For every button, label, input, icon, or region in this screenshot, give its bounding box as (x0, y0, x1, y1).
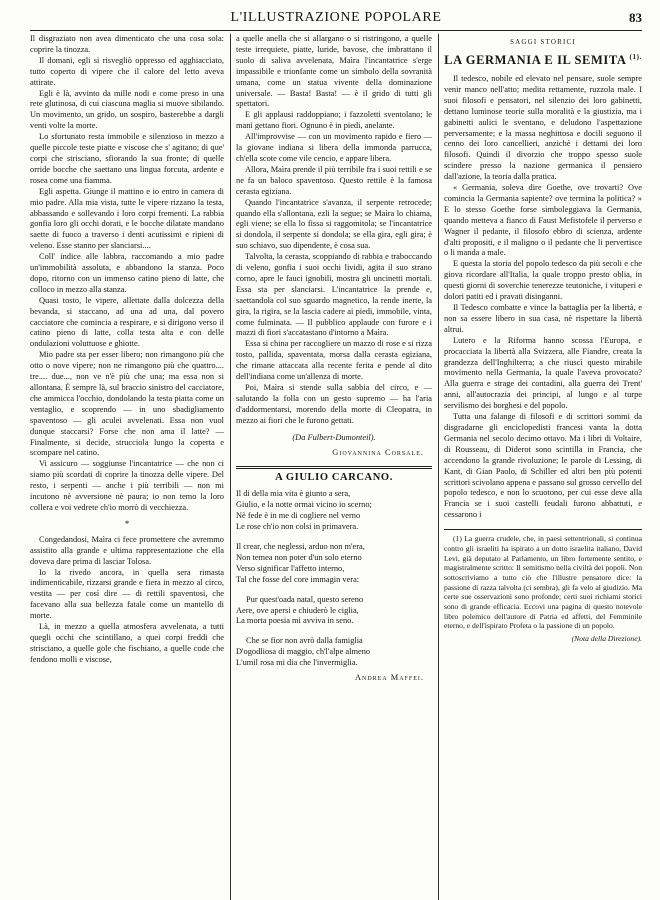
page-header (30, 4, 642, 31)
column-divider (438, 34, 439, 900)
footnote-rule (444, 529, 642, 530)
poem-title: A GIULIO CARCANO. (275, 472, 393, 484)
section-separator: * (124, 518, 130, 529)
paragraph: Vi assicuro — soggiunse l'incantatrice — che non ci siamo più scordati di coprire la tinozza delle vipere. Del resto, i serpenti — anche i più terribili — non mi incutono nè avversione nè paura; io non temo la loro collera e voi vedrete ch'io morrò di vecchiezza. (30, 459, 224, 512)
story-author: Giovannina Corsale. (332, 447, 424, 457)
paragraph: Il Tedesco combatte e vince la battaglia per la libertà, e non sa essere libero in sua casa, nè rispettare la libertà altrui. (444, 303, 642, 334)
poem-line: Aere, ove apersi e chiuderò le ciglia, (236, 605, 359, 615)
page-number: 83 (629, 10, 642, 25)
poem-line: Verso significar l'affetto interno, (236, 563, 345, 573)
article-title-text: LA GERMANIA E IL SEMITA (444, 53, 626, 68)
paragraph: All'improvvise — con un movimento rapido e fiero — la giovane indiana si libera della immonda parrucca, ch'ella scote come vile cencio, e appare libera. (236, 132, 432, 163)
poem (236, 489, 432, 669)
poem-line: Pur quest'oada natal, questo sereno (246, 594, 364, 604)
poem-line: Giulio, e la notte ormai vicino io scerno; (236, 500, 372, 510)
footnote-marker: (1). (629, 52, 642, 61)
paragraph: Talvolta, la cerasta, scoppiando di rabbia e traboccando di veleno, gonfia i suoi occhi lividi, agita il suo strano corno, apre le fauci ignobili, mostra gli uncinetti mortali. Essa sta per slanciarsi. L'incantatrice la prende e, saettandola col suo sguardo magnetico, la rende inerte, la gira, la rigira, se la lascia cadere ai piedi, immobile, vinta, come fulminata. — Il pubblico applaude con furore e i mazzi di fiori s'accatastano d'intorno a Maìra. (236, 252, 432, 338)
note-credit: (Nota della Direzione). (571, 634, 642, 644)
poem-line: La morta poesia mi avviva in seno. (236, 616, 354, 626)
poem-line: Tal che fosse del core immagin vera: (236, 574, 360, 584)
poem-line: Nè fede è in me di cogliere nel verno (236, 511, 361, 521)
column-middle (236, 34, 432, 898)
poem-line: L'umil rosa mi dia che l'invermiglia. (236, 658, 358, 668)
article-title (444, 52, 642, 66)
poem-line: Non temea non poter d'un solo eterno (236, 552, 362, 562)
footnote (444, 534, 642, 631)
paragraph: Tutta una falange di filosofi e di scrittori sommi da disgradarne gli enciclopedisti francesi vanta la dotta Germania nel secolo decimo ottavo. Ma i libri di Voltaire, di Rousseau, di Diderot sono scintilla in Francia, che accendono la grande rivoluzione; le parole di Lessing, di Kant, di Gian Paolo, di Schiller ed altri ben più potenti scrittori scivolano appena e passano sul grosso cervello del popolo tedesco, e non lo scuotono, per cui esse deve alla Francia se i suoi castelli feudali furono abbattuti, e cessarono i (444, 412, 642, 520)
paragraph: « Germania, soleva dire Goethe, ove trovarti? Ove comincia la Germania sapiente? ove termina la politica? » E lo stesso Goethe forse simboleggiava la Germania, quando metteva a fianco di Faust Mefistofele il perverso e Wagner il pedante, il filosofo ebbro di scienza, ardente d'alti propositi, e il maligno o il pedante che li pervertisce o li manda a male. (444, 183, 642, 258)
paragraph: Lutero e la Riforma hanno scossa l'Europa, e procacciata la libertà alla Svizzera, alle Fiandre, creata la grandezza dell'Inghilterra; a che riuscì questo mirabile movimento nella Germania, la quale l'aveva provocato? Alla guerra e strage dei contadini, alla guerra dei Trent' anni, all'autocrazia dei principi, al lungo e al turpe servilismo dei borghesi e del popolo. (444, 335, 642, 411)
poem-line: D'ogodliosa di maggio, ch'l'alpe almeno (236, 647, 371, 657)
paragraph: Poi, Maìra si stende sulla sabbia del circo, e — salutando la folla con un gesto supremo — ha l'aria d'addormentarsi, morendo della morte di Cleopatra, in mezzo ai fiori che le furono gettati. (236, 383, 432, 425)
footnote-text: (1) La guerra crudele, che, in paesi settentrionali, si continua contro gli israeliti ha ispirato a un dotto israelita italiano, David Levi, già deputato al Parlamento, un libro fortemente sentito, e magistralmente scritto: Il semitismo nella civiltà dei popoli. Non sottoscriviamo a tutto ciò che l'illustre pensatore dice: la passione di razza talvolta (ci sembra), gli fa velo al giudizio. Ma certe sue osservazioni sono profonde; certi suoi richiami storici sono di grande efficacia. Eccovi una pagina di questo notevole libro polemico dell'autore di Patria ed affetti, del Femminile eterno, e dell'ispirato Profeta o la passione di un popolo. (444, 534, 642, 631)
section-rule (236, 466, 432, 469)
column-left (30, 34, 224, 898)
paragraph: Lo sfortunato resta immobile e silenzioso in mezzo a quelle piccole teste piatte e viscose che s' agitano; di que' corpi che strisciano, sfiorando la sua fronte; di quelle orride bocche che saettano una lingua forcuta, ardente e rosea come una fiamma. (30, 132, 224, 185)
poem-line: Le rose ch'io non colsi in primavera. (236, 522, 359, 532)
paragraph: Egli aspetta. Giunge il mattino e io entro in camera di mio padre. Alla mia vista, tutte le vipere rizzano la testa, abbassando e sollevando i loro corpi frementi. La rabbia gonfia loro gli occhi dorati, e le bocche dilatate mandano saette di fuoco a traverso i denti acutissimi e ripieni di veleno. Esse stanno per slanciarsi.... (30, 186, 224, 251)
poem-author: Andrea Maffei. (354, 673, 424, 683)
paragraph: Coll' indice alle labbra, raccomando a mio padre un'immobilità assoluta, e abbandono la stanza. Poco dopo, ritorno con un immenso catino pieno di latte, che colloco in mezzo alla stanza. (30, 252, 224, 294)
paragraph: Mio padre sta per esser libero; non rimangono più che otto o nove vipere; non ne rimangono più che quattro.... tre.... due..., non ve n'è più che una; ma essa non si allontana. È sempre là, sul braccio sinistro del cacciatore, che ammicca l'occhio, dondolando la testa piatta come un ventaglio, e scoprendo — in uno sbadigliamento spaventoso — gli aculei avvelenati. Essa non vuol dunque staccarsi? Forse che non ama il latte? — Finalmente, si decide, strucciola lungo la coperta e scompare nel catino. (30, 350, 224, 458)
paragraph: Congedandosi, Maìra ci fece promettere che avremmo assistito alla grande e ultima rappresentazione che ella doveva dare prima di lasciar Tolosa. (30, 534, 224, 566)
paragraph: Quasi tosto, le vipere, allettate dalla dolcezza della bevanda, si staccano, ad una ad una, dal povero cacciatore che comincia a respirare, e si dirigono verso il catino pieno di latte, colla testa alta e con delle ondulazioni voluttuose e ghiotte. (30, 295, 224, 349)
running-title: L'ILLUSTRAZIONE POPOLARE (230, 10, 442, 25)
paragraph: a quelle anella che si allargano o si ristringono, a quelle teste irrequiete, piatte, luride, bavose, che imbrattano il suolo di saliva avvelenata, Maìra l'incantatrice s'erge impassibile e trionfante come un simbolo della sovranità umana, come un statua vivente della dominazione universale. — Basta! Basta! — è il grido di tutti gli spettatori. (236, 34, 432, 109)
paragraph: Allora, Maìra prende il più terribile fra i suoi rettili e se ne fa un baloco spaventoso. Questo rettile è la famosa cerasta egiziana. (236, 164, 432, 196)
paragraph: Là, in mezzo a quella atmosfera avvelenata, a tutti quegli occhi che scintillano, a quei corpi freddi che strisciano, a quelle gole che fischiano, a quelle code che fendono molli e viscose, (30, 622, 224, 664)
paragraph: Io la rivedo ancora, in quella sera rimasta indimenticabile, rizzarsi grande e fiera in mezzo al circo, vestita — per così dire — di rettili spaventosi, che facevano alla sua bellezza fatale come un mantello di morte. (30, 567, 224, 621)
paragraph: Il domani, egli si risvegliò oppresso ed agghiacciato, tutto coperto di vipere che il calore del letto aveva attirate. (30, 55, 224, 87)
poem-line: Che se fior non avrò dalla famiglia (246, 636, 363, 646)
poem-line: Il crear, che neglessi, arduo non m'era, (236, 541, 365, 551)
paragraph: Egli è là, avvinto da mille nodi e come preso in una rete glutinosa, di cui ciascuna maglia si muove sibilando. Un movimento, un grido, un sospiro, basterebbe a dargli venti volte la morte. (30, 88, 224, 131)
paragraph: E gli applausi raddoppiano; i fazzoletti sventolano; le mani gettano fiori. Ognuno è in piedi, anelante. (236, 110, 432, 131)
column-right (444, 34, 642, 898)
paragraph: Essa si china per raccogliere un mazzo di rose e si rizza tosto, pallida, spaventata, morsa dalla cerasta egiziana, che rimane attaccata alla recente ferita e pende al dito dell'indiana come un'allenza di morte. (236, 339, 432, 382)
poem-line: Il di della mia vita è giunto a sera, (236, 489, 351, 499)
column-divider (230, 34, 231, 900)
story-source: (Da Fulbert-Dumonteil). (292, 432, 376, 442)
paragraph: Quando l'incantatrice s'avanza, il serpente retrocede; quando ella s'allontana, ezli la segue; se Maìra lo chiama, egli viene; se ella lo fissa si raggomitola; se l'incantatrice si dondola, il serpente si dondola; se ella gira, egli gira; è suo schiavo, suo dipendente, è cosa sua. (236, 197, 432, 251)
paragraph: Il tedesco, nobile ed elevato nel pensare, suole sempre venir manco nell'atto; medita rettamente, ruzzola male. I suoi filosofi e pensatori, nel silenzio dei loro gabinetti, dettano luminose teorie sulla moralità e la giustizia, ma i gabinetti aulici le sventano, e deludono l'aspettazione perversamente; e la massa neghittosa e docili seguono il cenno dei loro cancellieri, anzichè i dettami dei loro filosofi. Quindi il divorzio che troppo spesso suole scindere presso la nazione germanica il pensiero dall'azione, la teoria dalla pratica. (444, 73, 642, 182)
paragraph: E questa la storia del popolo tedesco da più secoli e che giova ricordare all'Italia, la quale troppo presto oblia, in questi giorni di soverchie tenerezze teutoniche, i vituperi e dolori patiti ed i pravati disinganni. (444, 259, 642, 302)
paragraph: Il disgraziato non avea dimenticato che una cosa sola: coprire la tinozza. (30, 34, 224, 54)
section-label: SAGGI STORICI (510, 38, 576, 46)
